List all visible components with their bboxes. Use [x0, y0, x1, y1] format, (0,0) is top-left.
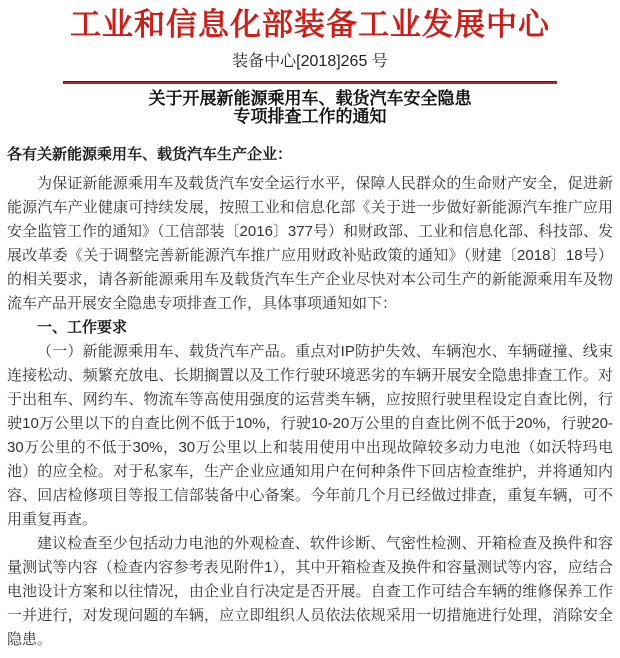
org-title: 工业和信息化部装备工业发展中心 [70, 7, 550, 42]
body-paragraph: 建议检查至少包括动力电池的外观检查、软件诊断、气密性检测、开箱检查及换件和容量测试等内容（检查内容参考表见附件1），其中开箱检查及换件和容量测试等内容，应结合电池设计方案和以往情况，由企业自行决定是否开展。自查工作可结合车辆的维修保养工作一并进行，对发现问题的车辆，应立即组织人员依法依规采用一切措施进行处理，消除安全隐患。 [7, 535, 613, 648]
doc-number: 装备中心[2018]265 号 [232, 53, 388, 70]
notice-body [0, 126, 620, 658]
subject-line-1: 关于开展新能源乘用车、载货汽车安全隐患 [148, 89, 472, 108]
body-paragraph: （一）新能源乘用车、载货汽车产品。重点对IP防护失效、车辆泡水、车辆碰撞、线束连接松动、频繁充放电、长期搁置以及工作行驶环境恶劣的车辆开展安全隐患排查工作。对于出租车、网约车、物流车等高使用强度的运营类车辆，应按照行驶里程设定自查比例，行驶10万公里以下的自查比例不低于10%，行驶10-20万公里的自查比例不低于20%，行驶20-30万公里的不低于30%，30万公里以上和装用使用中出现故障较多动力电池（如沃特玛电池）的应全检。对于私家车，生产企业应通知用户在何种条件下回店检查维护，并将通知内容、回店检修项目等报工信部装备中心备案。今年前几个月已经做过排查，重复车辆，可不用重复再查。 [7, 343, 613, 528]
header-divider [63, 81, 557, 84]
subject-title [0, 90, 620, 126]
salutation: 各有关新能源乘用车、载货汽车生产企业： [7, 146, 293, 163]
body-paragraph: 为保证新能源乘用车及载货汽车安全运行水平，保障人民群众的生命财产安全，促进新能源汽车产业健康可持续发展，按照工业和信息化部《关于进一步做好新能源汽车推广应用安全监管工作的通知》（工信部装〔2016〕377号）和财政部、工业和信息化部、科技部、发展改革委《关于调整完善新能源汽车推广应用财政补贴政策的通知》（财建〔2018〕18号）的相关要求，请各新能源乘用车及载货汽车生产企业尽快对本公司生产的新能源乘用车及物流车产品开展安全隐患专项排查工作，具体事项通知如下： [7, 175, 613, 312]
subject-line-2: 专项排查工作的通知 [233, 107, 387, 126]
section-heading: 一、工作要求 [37, 319, 128, 336]
